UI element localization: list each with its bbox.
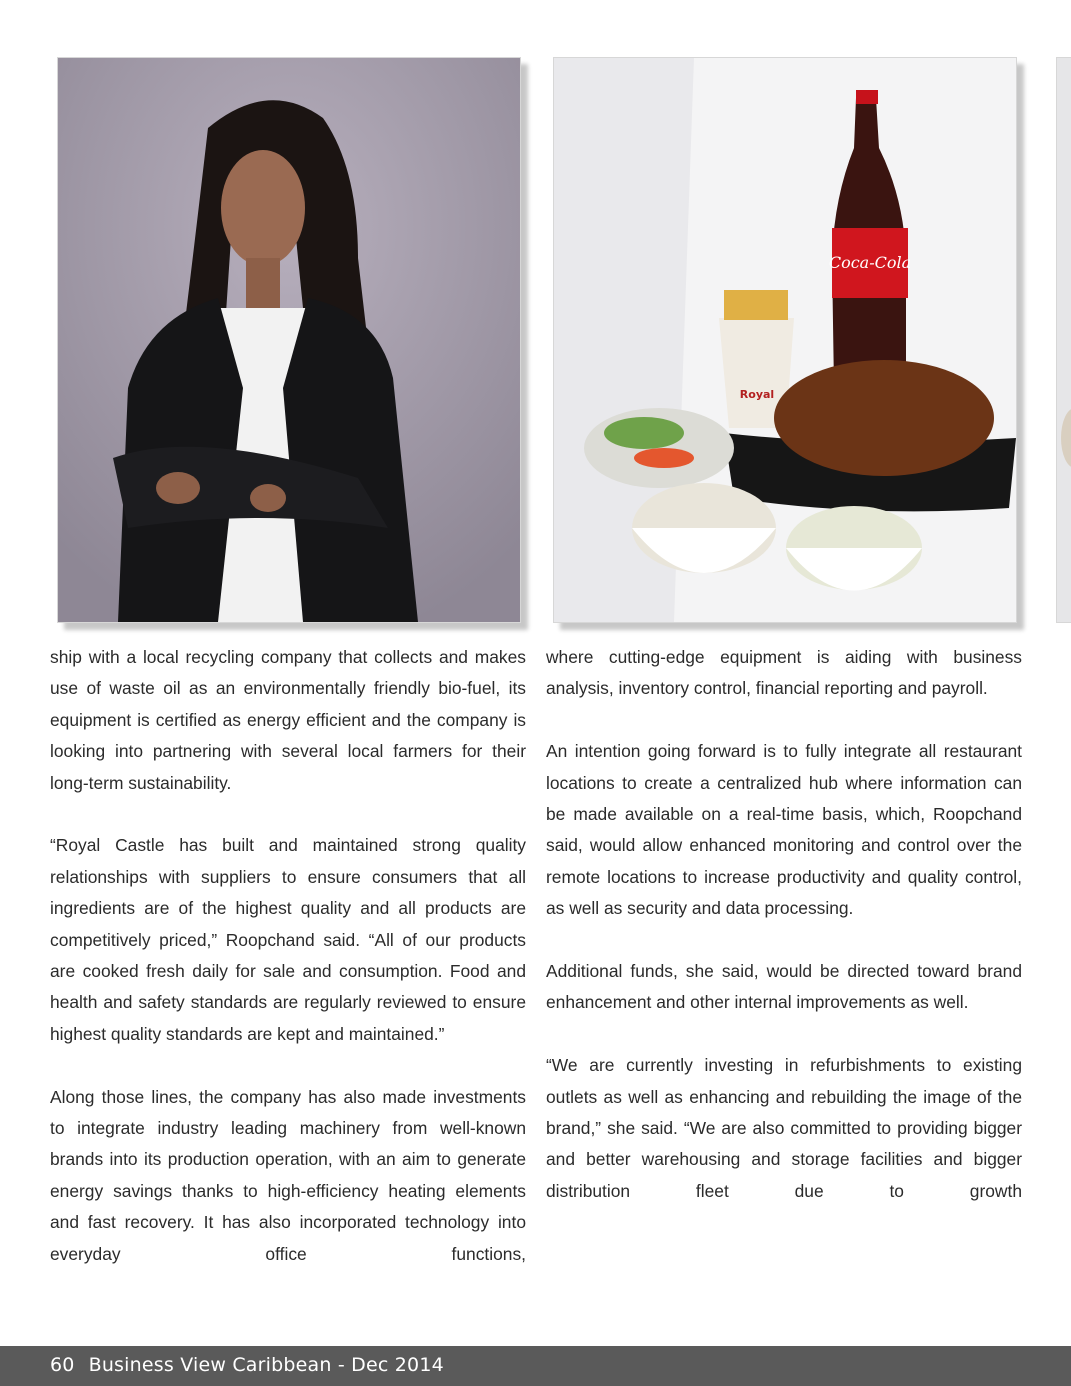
right-paragraph-3: Additional funds, she said, would be directed toward brand enhancement and other internal improvements as well. bbox=[546, 961, 1022, 1013]
left-paragraph-2: “Royal Castle has built and maintained strong quality relationships with suppliers to ensure consumers that all ingredients are of the highest quality and all products are competitively priced,” Roopchand said. “All of our products are cooked fresh daily for sale and consumption. Food and health and safety standards are regularly reviewed to ensure highest quality standards are kept and maintained.” bbox=[50, 835, 526, 1044]
food-photo bbox=[553, 57, 1017, 623]
portrait-photo-icon bbox=[58, 58, 520, 622]
left-paragraph-3: Along those lines, the company has also made investments to integrate industry leading machinery from well-known brands into its production operation, with an aim to generate energy savings thanks to high-efficiency heating elements and fast recovery. It has also incorporated technology into everyday office functions, bbox=[50, 1086, 526, 1264]
left-text-column bbox=[50, 642, 526, 1270]
left-paragraph-1: ship with a local recycling company that collects and makes use of waste oil as an environmentally friendly bio-fuel, its equipment is certified as energy efficient and the company is looking into partnering with several local farmers for their long-term sustainability. bbox=[50, 647, 526, 793]
publication-name: Business View Caribbean - Dec 2014 bbox=[88, 1354, 444, 1376]
page-footer bbox=[0, 1346, 1071, 1386]
bottle-label: Coca-Cola bbox=[828, 253, 912, 272]
food-photo-icon bbox=[554, 58, 1016, 622]
right-paragraph-2: An intention going forward is to fully integrate all restaurant locations to create a centralized hub where information can be made available on a real-time basis, which, Roopchand said, would allow enhanced monitoring and control over the remote locations to increase productivity and quality control, as well as security and data processing. bbox=[546, 741, 1022, 919]
footer-text bbox=[50, 1354, 444, 1376]
box-label: Royal bbox=[739, 388, 775, 401]
next-photo-edge bbox=[1056, 57, 1071, 623]
right-paragraph-1: where cutting-edge equipment is aiding with business analysis, inventory control, financial reporting and payroll. bbox=[546, 647, 1022, 699]
right-text-column bbox=[546, 642, 1022, 1207]
page-number: 60 bbox=[50, 1354, 75, 1376]
next-photo-icon bbox=[1057, 58, 1071, 622]
portrait-photo bbox=[57, 57, 521, 623]
right-paragraph-4: “We are currently investing in refurbishments to existing outlets as well as enhancing and rebuilding the image of the brand,” she said. “We are also committed to providing bigger and better warehousing and storage facilities and bigger distribution fleet due to growth bbox=[546, 1055, 1022, 1201]
